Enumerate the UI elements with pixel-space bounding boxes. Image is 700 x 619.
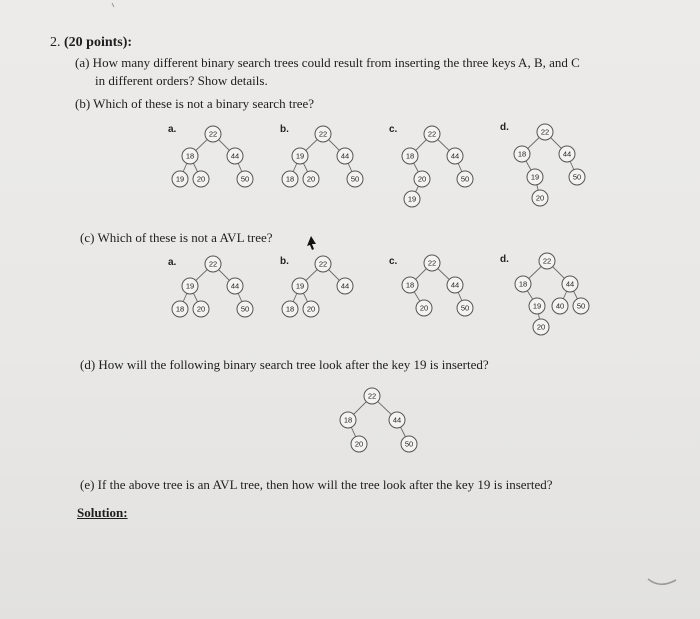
tree-b-a: [168, 124, 253, 187]
svg-text:44: 44: [230, 151, 240, 161]
tree-node: [424, 255, 440, 271]
svg-text:22: 22: [427, 129, 437, 139]
tree-node: [303, 301, 319, 317]
question-points: (20 points):: [64, 35, 133, 50]
svg-text:18: 18: [175, 304, 185, 314]
svg-text:22: 22: [427, 258, 437, 268]
tree-node: [182, 278, 198, 294]
tree-node: [402, 148, 418, 164]
svg-text:22: 22: [318, 259, 328, 269]
tree-node: [172, 301, 188, 317]
svg-text:50: 50: [404, 439, 414, 449]
svg-text:44: 44: [392, 415, 402, 425]
svg-text:19: 19: [295, 151, 305, 161]
tree-node: [351, 436, 367, 452]
tree-node: [337, 148, 353, 164]
tree-node: [205, 126, 221, 142]
svg-text:18: 18: [185, 151, 195, 161]
tree-node: [315, 256, 331, 272]
svg-text:20: 20: [196, 174, 206, 184]
tree-node: [515, 276, 531, 292]
tree-node: [559, 146, 575, 162]
svg-text:22: 22: [318, 129, 328, 139]
tree-node: [347, 171, 363, 187]
tree-b-c: [389, 124, 473, 207]
tree-b-c-letter: c.: [389, 124, 398, 135]
svg-text:20: 20: [536, 322, 546, 332]
svg-text:44: 44: [340, 151, 350, 161]
svg-text:44: 44: [565, 279, 575, 289]
svg-text:18: 18: [285, 174, 295, 184]
tree-node: [552, 298, 568, 314]
tree-node: [457, 171, 473, 187]
svg-text:20: 20: [419, 303, 429, 313]
tree-node: [237, 301, 253, 317]
tree-node: [404, 191, 420, 207]
svg-text:50: 50: [350, 174, 360, 184]
tree-node: [389, 412, 405, 428]
svg-text:40: 40: [555, 301, 565, 311]
tree-node: [364, 388, 380, 404]
svg-text:50: 50: [460, 174, 470, 184]
svg-text:19: 19: [185, 281, 195, 291]
pen-stroke-mark: [648, 579, 676, 584]
tree-node: [532, 190, 548, 206]
svg-text:22: 22: [208, 259, 218, 269]
tree-node: [337, 278, 353, 294]
tree-node: [303, 171, 319, 187]
tree-node: [292, 148, 308, 164]
tree-node: [529, 298, 545, 314]
corner-tick-mark: [112, 3, 114, 7]
tree-b-b: [280, 124, 363, 187]
question-number-label: 2.: [50, 35, 61, 50]
tree-node: [315, 126, 331, 142]
svg-text:20: 20: [196, 304, 206, 314]
svg-text:22: 22: [367, 391, 377, 401]
tree-node: [424, 126, 440, 142]
solution-label: Solution:: [77, 505, 128, 520]
svg-text:50: 50: [576, 301, 586, 311]
tree-node: [416, 300, 432, 316]
svg-text:18: 18: [405, 280, 415, 290]
tree-node: [193, 171, 209, 187]
svg-text:22: 22: [540, 127, 550, 137]
part-b-text: (b) Which of these is not a binary search tree?: [75, 96, 315, 111]
svg-text:19: 19: [530, 172, 540, 182]
tree-node: [282, 301, 298, 317]
tree-c-a: [168, 256, 253, 317]
tree-node: [205, 256, 221, 272]
tree-node: [562, 276, 578, 292]
svg-text:19: 19: [295, 281, 305, 291]
svg-text:50: 50: [460, 303, 470, 313]
part-e-text: (e) If the above tree is an AVL tree, then how will the tree look after the key 19 is inserted?: [80, 477, 553, 492]
svg-text:20: 20: [306, 174, 316, 184]
tree-c-b: [280, 256, 353, 317]
svg-text:44: 44: [450, 151, 460, 161]
tree-node: [237, 171, 253, 187]
tree-node: [537, 124, 553, 140]
tree-node: [182, 148, 198, 164]
svg-text:18: 18: [405, 151, 415, 161]
tree-node: [527, 169, 543, 185]
tree-c-d-letter: d.: [500, 254, 509, 265]
tree-node: [539, 253, 555, 269]
tree-c-a-letter: a.: [168, 257, 177, 268]
tree-b-b-letter: b.: [280, 124, 289, 135]
svg-text:19: 19: [407, 194, 417, 204]
svg-text:18: 18: [285, 304, 295, 314]
tree-c-d: [500, 253, 589, 335]
tree-node: [569, 169, 585, 185]
tree-node: [414, 171, 430, 187]
tree-node: [447, 277, 463, 293]
tree-node: [172, 171, 188, 187]
tree-node: [227, 278, 243, 294]
svg-text:44: 44: [562, 149, 572, 159]
svg-text:20: 20: [417, 174, 427, 184]
tree-b-a-letter: a.: [168, 124, 177, 135]
tree-node: [447, 148, 463, 164]
svg-text:19: 19: [532, 301, 542, 311]
tree-c-c-letter: c.: [389, 256, 398, 267]
svg-text:18: 18: [517, 149, 527, 159]
tree-b-d-letter: d.: [500, 122, 509, 133]
svg-text:20: 20: [354, 439, 364, 449]
tree-node: [282, 171, 298, 187]
svg-text:50: 50: [572, 172, 582, 182]
part-c-text: (c) Which of these is not a AVL tree?: [80, 230, 273, 245]
tree-node: [193, 301, 209, 317]
tree-node: [292, 278, 308, 294]
part-a-text-line1: (a) How many different binary search trees could result from inserting the three keys A, B, and C: [75, 55, 580, 70]
tree-node: [514, 146, 530, 162]
svg-text:22: 22: [208, 129, 218, 139]
part-d-text: (d) How will the following binary search tree look after the key 19 is inserted?: [80, 357, 489, 372]
tree-node: [457, 300, 473, 316]
svg-text:44: 44: [230, 281, 240, 291]
tree-node: [402, 277, 418, 293]
svg-text:20: 20: [306, 304, 316, 314]
tree-node: [573, 298, 589, 314]
tree-node: [401, 436, 417, 452]
part-a-text-line2: in different orders? Show details.: [95, 73, 268, 88]
svg-text:22: 22: [542, 256, 552, 266]
tree-c-b-letter: b.: [280, 256, 289, 267]
tree-node: [533, 319, 549, 335]
svg-text:50: 50: [240, 304, 250, 314]
tree-node: [227, 148, 243, 164]
mouse-cursor-icon: [307, 236, 316, 250]
tree-d: [340, 388, 417, 452]
tree-node: [340, 412, 356, 428]
svg-text:18: 18: [343, 415, 353, 425]
svg-text:18: 18: [518, 279, 528, 289]
svg-text:19: 19: [175, 174, 185, 184]
tree-b-d: [500, 122, 585, 206]
svg-text:44: 44: [340, 281, 350, 291]
tree-c-c: [389, 255, 473, 316]
svg-text:50: 50: [240, 174, 250, 184]
svg-text:20: 20: [535, 193, 545, 203]
svg-text:44: 44: [450, 280, 460, 290]
